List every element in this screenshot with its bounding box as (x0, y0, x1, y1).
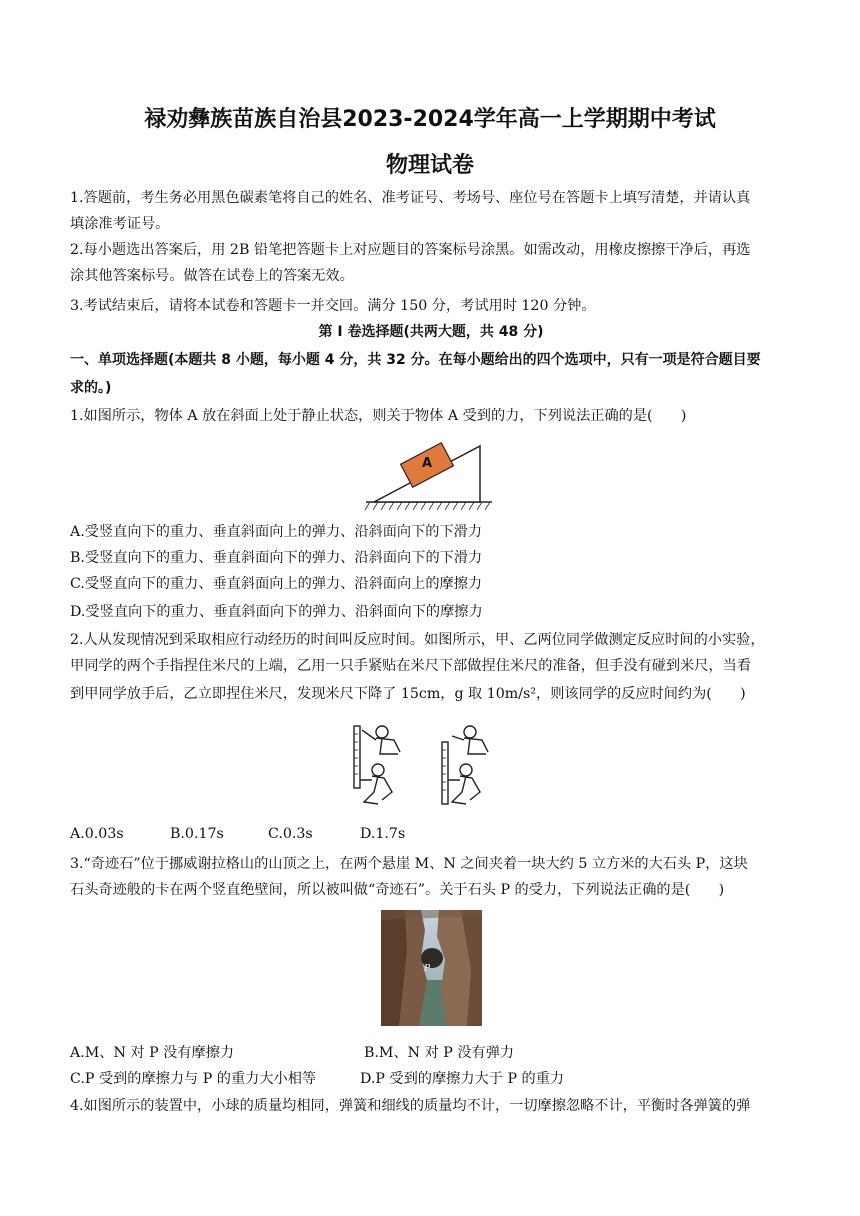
q2-options (0, 826, 860, 846)
instruction-line: 涂其他答案标号。做答在试卷上的答案无效。 (70, 268, 354, 284)
q3-option-b: B.M、N 对 P 没有弹力 (364, 1045, 515, 1061)
q1-option-a: A.受竖直向下的重力、垂直斜面向上的弹力、沿斜面向下的下滑力 (70, 524, 483, 540)
instruction-line: 1.答题前，考生务必用黑色碳素笔将自己的姓名、准考证号、考场号、座位号在答题卡上填写清楚，并请认真 (70, 190, 751, 206)
incline-figure (362, 440, 497, 512)
q3-option-c: C.P 受到的摩擦力与 P 的重力大小相等 (70, 1071, 317, 1087)
q2-stem: 2.人从发现情况到采取相应行动经历的时间叫反应时间。如图所示，甲、乙两位同学做测定反应时间的小实验， (70, 632, 765, 648)
q2-stem: 甲同学的两个手指捏住米尺的上端，乙用一只手紧贴在米尺下部做捏住米尺的准备，但手没有碰到米尺，当看 (70, 658, 752, 674)
exam-subtitle: 物理试卷 (385, 153, 474, 178)
q1-option-b: B.受竖直向下的重力、垂直斜面向下的弹力、沿斜面向下的下滑力 (70, 550, 483, 566)
q3-option-d: D.P 受到的摩擦力大于 P 的重力 (360, 1071, 565, 1087)
instruction-line: 填涂准考证号。 (70, 216, 170, 232)
q1-stem: 1.如图所示，物体 A 放在斜面上处于静止状态，则关于物体 A 受到的力，下列说法正确的是( ) (70, 408, 687, 424)
part1-heading: 第 I 卷选择题(共两大题，共 48 分) (318, 324, 544, 340)
q2-option-b: B.0.17s (170, 826, 224, 842)
q3-option-a: A.M、N 对 P 没有摩擦力 (70, 1045, 235, 1061)
q1-option-d: D.受竖直向下的重力、垂直斜面向下的弹力、沿斜面向下的摩擦力 (70, 604, 483, 620)
reaction-time-figure (348, 718, 516, 810)
section1-heading: 一、单项选择题(本题共 8 小题，每小题 4 分，共 32 分。在每小题给出的四个选项中，只有一项是符合题目要 (70, 352, 761, 368)
q3-stem: 石头奇迹般的卡在两个竖直绝壁间，所以被叫做“奇迹石”。关于石头 P 的受力，下列说法正确的是( ) (70, 882, 725, 898)
q2-option-d: D.1.7s (360, 826, 406, 842)
exam-title: 禄劝彝族苗族自治县2023-2024学年高一上学期期中考试 (144, 107, 716, 132)
q3-options-row1 (0, 1042, 860, 1062)
q3-options-row2 (0, 1068, 860, 1088)
q2-option-c: C.0.3s (268, 826, 313, 842)
instruction-line: 2.每小题选出答案后，用 2B 铅笔把答题卡上对应题目的答案标号涂黑。如需改动，用橡皮擦擦干净后，再选 (70, 242, 751, 258)
block-a-label: A (422, 456, 433, 471)
miracle-stone-photo (381, 910, 482, 1026)
q1-option-c: C.受竖直向下的重力、垂直斜面向上的弹力、沿斜面向上的摩擦力 (70, 576, 483, 592)
q2-stem: 到甲同学放手后，乙立即捏住米尺，发现米尺下降了 15cm，g 取 10m/s²，则该同学的反应时间约为( ) (70, 686, 746, 702)
stone-p-label: P (424, 964, 431, 974)
q4-stem: 4.如图所示的装置中，小球的质量均相同，弹簧和细线的质量均不计，一切摩擦忽略不计，平衡时各弹簧的弹 (70, 1098, 751, 1114)
section1-heading: 求的。) (70, 380, 112, 396)
instruction-line: 3.考试结束后，请将本试卷和答题卡一并交回。满分 150 分，考试用时 120 分钟。 (70, 298, 596, 314)
q3-stem: 3.“奇迹石”位于挪威谢拉格山的山顶之上，在两个悬崖 M、N 之间夹着一块大约 5 立方米的大石头 P，这块 (70, 856, 748, 872)
q2-option-a: A.0.03s (70, 826, 124, 842)
